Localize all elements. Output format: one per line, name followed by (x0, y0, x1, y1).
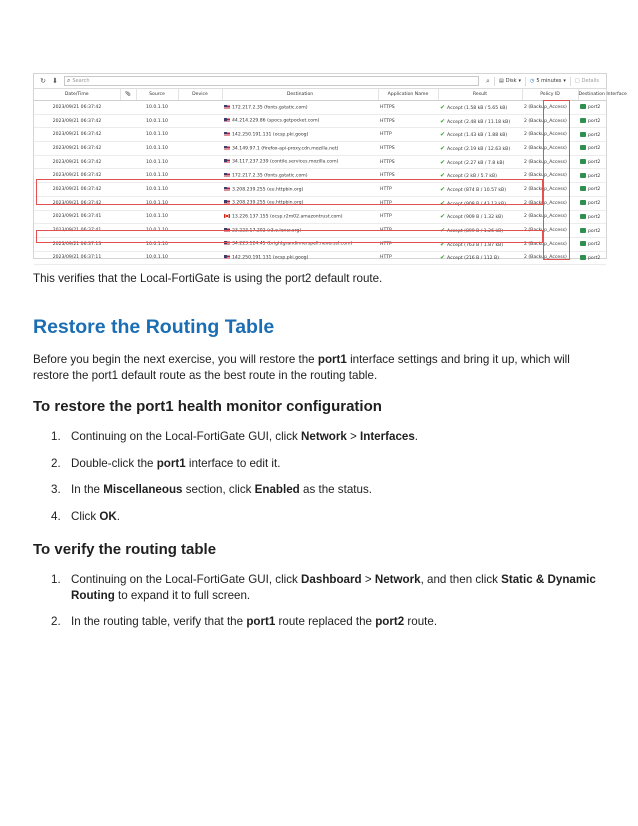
row-device (178, 142, 222, 156)
step-text: . (116, 509, 120, 523)
search-submit-icon[interactable]: ⌕ (486, 76, 490, 85)
row-destination (222, 155, 378, 169)
disk-dropdown[interactable] (495, 76, 525, 86)
chevron-down-icon: ▾ (563, 78, 566, 84)
port-icon (580, 132, 586, 137)
result-text: Accept (909 B / 1.32 kB) (447, 215, 504, 221)
row-device (178, 169, 222, 183)
step-text: to expand it to full screen. (114, 588, 251, 602)
row-source: 10.0.1.10 (136, 251, 178, 265)
table-row[interactable] (34, 155, 606, 169)
destination-text: 23.223.17.202 (r3.o.lencr.org) (232, 228, 302, 234)
us-flag-icon (224, 173, 230, 177)
destination-text: 44.214.229.86 (spocs.getpocket.com) (232, 118, 320, 124)
row-result (438, 196, 522, 210)
row-destination-interface (578, 128, 606, 142)
result-text: Accept (908 B / 43.13 kB) (447, 201, 507, 207)
row-destination (222, 251, 378, 265)
canada-flag-icon (224, 214, 230, 218)
row-result (438, 155, 522, 169)
row-device (178, 114, 222, 128)
row-destination-interface (578, 251, 606, 265)
row-attachment (120, 114, 136, 128)
step-ui-term: Static & Dynamic Routing (71, 573, 596, 602)
log-toolbar (34, 74, 606, 89)
step-item (33, 482, 605, 498)
interface-text: port2 (588, 119, 601, 125)
step-number: 1. (51, 430, 61, 443)
row-destination-interface (578, 142, 606, 156)
port-icon (580, 159, 586, 164)
row-policy: 2 (Backup_Access) (522, 210, 578, 224)
row-device (178, 251, 222, 265)
row-device (178, 237, 222, 251)
result-text: Accept (2.48 kB / 11.18 kB) (447, 119, 511, 125)
table-row[interactable] (34, 210, 606, 224)
step-text: > (361, 573, 375, 586)
step-text: . (414, 430, 419, 443)
row-policy: 2 (Backup_Access) (522, 101, 578, 115)
row-datetime: 2023/09/21 06:37:42 (34, 183, 120, 197)
details-label: Details (581, 78, 599, 84)
row-datetime: 2023/09/21 06:37:41 (34, 210, 120, 224)
paperclip-icon: 📎︎ (125, 92, 131, 97)
row-destination-interface (578, 224, 606, 238)
column-header-attachment[interactable] (120, 89, 136, 101)
result-text: Accept (2.27 kB / 7.8 kB) (447, 160, 505, 166)
port-icon (580, 214, 586, 219)
result-text: Accept (1.58 kB / 5.65 kB) (447, 105, 508, 111)
row-attachment (120, 101, 136, 115)
port-icon (580, 118, 586, 123)
destination-text: 34.117.237.239 (contile.services.mozilla.com) (232, 159, 339, 165)
interface-text: port2 (588, 214, 601, 220)
column-header-application[interactable]: Application Name (378, 89, 438, 101)
row-application: HTTPS (378, 101, 438, 115)
row-attachment (120, 210, 136, 224)
check-icon: ✔ (440, 172, 446, 180)
check-icon: ✔ (440, 144, 446, 152)
row-source: 10.0.1.10 (136, 101, 178, 115)
row-destination-interface (578, 114, 606, 128)
row-destination (222, 196, 378, 210)
row-destination-interface (578, 183, 606, 197)
row-device (178, 101, 222, 115)
result-text: Accept (216 B / 112 B) (447, 256, 499, 262)
table-header-row (34, 89, 606, 101)
row-result (438, 210, 522, 224)
check-icon: ✔ (440, 185, 446, 193)
row-application: HTTP (378, 128, 438, 142)
row-device (178, 210, 222, 224)
step-item (33, 509, 605, 525)
row-application: HTTP (378, 224, 438, 238)
us-flag-icon (224, 132, 230, 136)
check-icon: ✔ (440, 158, 446, 166)
result-text: Accept (2.19 kB / 12.63 kB) (447, 146, 511, 152)
row-datetime: 2023/09/21 06:37:11 (34, 251, 120, 265)
step-text: Continuing on the Local-FortiGate GUI, click (71, 573, 302, 586)
row-device (178, 155, 222, 169)
row-policy: 2 (Backup_Access) (522, 237, 578, 251)
check-icon: ✔ (440, 227, 446, 235)
result-text: Accept (2 kB / 5.7 kB) (447, 174, 497, 180)
row-policy: 2 (Backup_Access) (522, 114, 578, 128)
row-destination (222, 169, 378, 183)
row-source: 10.0.1.10 (136, 210, 178, 224)
column-header-datetime[interactable]: Date/Time (34, 89, 120, 101)
row-result (438, 224, 522, 238)
interface-text: port2 (588, 132, 601, 138)
row-source: 10.0.1.10 (136, 196, 178, 210)
row-datetime: 2023/09/21 06:37:42 (34, 169, 120, 183)
step-text: In the routing table, verify that the (71, 615, 247, 629)
verify-paragraph: This verifies that the Local-FortiGate is using the port2 default route. (33, 272, 383, 285)
row-application: HTTP (378, 210, 438, 224)
table-row[interactable] (34, 169, 606, 183)
steps-list-verify (33, 572, 605, 641)
result-text: Accept (874 B / 10.57 kB) (447, 187, 507, 193)
column-header-policy[interactable]: Policy ID (522, 89, 578, 101)
row-application: HTTPS (378, 142, 438, 156)
step-text: route. (404, 615, 438, 629)
row-destination (222, 128, 378, 142)
destination-text: 142.250.191.131 (ocsp.pki.goog) (232, 132, 309, 138)
us-flag-icon (224, 241, 230, 245)
row-destination (222, 224, 378, 238)
interface-text: port2 (588, 160, 601, 166)
row-attachment (120, 169, 136, 183)
step-text: as the status. (299, 483, 372, 497)
step-number: 4. (51, 509, 61, 523)
check-icon: ✔ (440, 117, 446, 125)
row-policy: 2 (Backup_Access) (522, 224, 578, 238)
check-icon: ✔ (440, 213, 446, 221)
result-text: Accept (1.43 kB / 1.88 kB) (447, 133, 508, 139)
row-destination-interface (578, 237, 606, 251)
step-ui-term: port2 (375, 615, 405, 629)
interface-text: port2 (588, 201, 601, 207)
intro-bold-port1: port1 (317, 353, 347, 366)
step-text: section, click (182, 483, 255, 497)
check-icon: ✔ (440, 240, 446, 248)
details-icon: □ (574, 78, 580, 84)
port-icon (580, 228, 586, 233)
us-flag-icon (224, 118, 230, 122)
row-policy: 2 (Backup_Access) (522, 196, 578, 210)
refresh-icon[interactable]: ↻ (40, 77, 46, 85)
row-application: HTTP (378, 237, 438, 251)
check-icon: ✔ (440, 103, 446, 111)
step-number: 2. (51, 615, 61, 629)
search-icon: ⌕ (67, 77, 71, 84)
interface-text: port2 (588, 187, 601, 193)
row-source: 10.0.1.10 (136, 128, 178, 142)
interface-text: port2 (588, 228, 601, 234)
forward-traffic-log-screenshot (33, 73, 627, 262)
row-destination-interface (578, 169, 606, 183)
destination-text: 172.217.2.35 (fonts.gstatic.com) (232, 105, 308, 111)
row-policy: 2 (Backup_Access) (522, 251, 578, 265)
time-range-dropdown[interactable] (526, 76, 570, 86)
row-result (438, 169, 522, 183)
table-row[interactable] (34, 251, 606, 265)
row-policy: 2 (Backup_Access) (522, 183, 578, 197)
row-result (438, 142, 522, 156)
row-source: 10.0.1.10 (136, 237, 178, 251)
port-icon (580, 200, 586, 205)
row-device (178, 196, 222, 210)
check-icon: ✔ (440, 131, 446, 139)
result-text: Accept (899 B / 1.26 kB) (447, 229, 504, 235)
step-text: Continuing on the Local-FortiGate GUI, click (71, 430, 302, 443)
column-header-result[interactable]: Result (438, 89, 522, 101)
column-header-destination-interface[interactable]: Destination Interface (578, 89, 606, 101)
row-attachment (120, 251, 136, 265)
step-ui-term: port1 (246, 615, 276, 629)
check-icon: ✔ (440, 199, 446, 207)
section-heading-restore: Restore the Routing Table (33, 316, 275, 338)
details-button[interactable] (571, 76, 603, 86)
interface-text: port2 (588, 242, 601, 248)
step-item (33, 572, 605, 603)
step-ui-term: Interfaces (360, 430, 415, 443)
row-source: 10.0.1.10 (136, 183, 178, 197)
row-destination (222, 210, 378, 224)
step-ui-term: Network (374, 573, 421, 586)
step-ui-term: Network (301, 430, 347, 443)
us-flag-icon (224, 146, 230, 150)
row-application: HTTPS (378, 169, 438, 183)
row-destination (222, 237, 378, 251)
row-datetime: 2023/09/21 06:37:42 (34, 142, 120, 156)
intro-text-end: interface settings and bring it up, which will restore the port1 default route as the best route in the routing table. (33, 353, 570, 382)
row-attachment (120, 155, 136, 169)
row-datetime: 2023/09/21 06:37:42 (34, 101, 120, 115)
destination-text: 13.226.137.155 (ocsp.r2m02.amazontrust.com) (232, 214, 343, 220)
row-application: HTTPS (378, 114, 438, 128)
step-text: interface to edit it. (185, 456, 281, 470)
row-attachment (120, 142, 136, 156)
row-destination-interface (578, 155, 606, 169)
step-number: 2. (51, 456, 61, 470)
row-datetime: 2023/09/21 06:37:42 (34, 155, 120, 169)
port-icon (580, 104, 586, 109)
row-attachment (120, 183, 136, 197)
step-number: 1. (51, 573, 61, 586)
step-item (33, 429, 605, 445)
subheading-verify-routing: To verify the routing table (33, 541, 217, 558)
table-row[interactable] (34, 101, 606, 115)
row-application: HTTPS (378, 155, 438, 169)
table-row[interactable] (34, 183, 606, 197)
row-application: HTTP (378, 183, 438, 197)
row-device (178, 183, 222, 197)
us-flag-icon (224, 105, 230, 109)
row-datetime: 2023/09/21 06:37:42 (34, 114, 120, 128)
row-result (438, 251, 522, 265)
step-text: , and then click (420, 573, 502, 586)
step-ui-term: Enabled (254, 483, 300, 497)
row-result (438, 128, 522, 142)
port-icon (580, 255, 586, 260)
us-flag-icon (224, 228, 230, 232)
port-icon (580, 173, 586, 178)
table-row[interactable] (34, 224, 606, 238)
row-datetime: 2023/09/21 06:37:13 (34, 237, 120, 251)
row-destination (222, 114, 378, 128)
us-flag-icon (224, 159, 230, 163)
destination-text: 34.223.124.45 (brightgrandinnerspell.neverssl.com) (232, 241, 353, 247)
row-policy: 2 (Backup_Access) (522, 128, 578, 142)
interface-text: port2 (588, 255, 601, 261)
row-destination-interface (578, 196, 606, 210)
row-destination (222, 142, 378, 156)
table-row[interactable] (34, 196, 606, 210)
table-row[interactable] (34, 114, 606, 128)
search-placeholder: Search (72, 78, 90, 84)
interface-text: port2 (588, 173, 601, 179)
row-destination-interface (578, 101, 606, 115)
step-number: 3. (51, 483, 61, 497)
steps-list-restore (33, 429, 605, 535)
intro-text: Before you begin the next exercise, you will restore the (33, 353, 318, 366)
table-row[interactable] (34, 237, 606, 251)
row-source: 10.0.1.10 (136, 142, 178, 156)
row-result (438, 101, 522, 115)
step-ui-term: port1 (156, 456, 186, 470)
row-destination (222, 101, 378, 115)
row-source: 10.0.1.10 (136, 114, 178, 128)
us-flag-icon (224, 255, 230, 259)
port-icon (580, 145, 586, 150)
destination-text: 3.208.239.255 (eu.httpbin.org) (232, 200, 304, 206)
column-header-source[interactable]: Source (136, 89, 178, 101)
disk-icon: ▤ (499, 78, 504, 84)
log-table (34, 89, 627, 265)
interface-text: port2 (588, 146, 601, 152)
destination-text: 142.250.191.131 (ocsp.pki.goog) (232, 255, 309, 261)
row-attachment (120, 196, 136, 210)
row-application: HTTP (378, 251, 438, 265)
download-icon[interactable]: ⬇ (52, 77, 58, 85)
step-text: route replaced the (275, 615, 376, 629)
row-datetime: 2023/09/21 06:37:41 (34, 224, 120, 238)
row-policy: 2 (Backup_Access) (522, 169, 578, 183)
time-range-label: 5 minutes (536, 78, 562, 84)
search-input[interactable] (64, 76, 479, 86)
disk-label: Disk (505, 78, 517, 84)
step-item (33, 456, 605, 472)
row-destination-interface (578, 210, 606, 224)
row-datetime: 2023/09/21 06:37:42 (34, 128, 120, 142)
step-text: Click (71, 509, 100, 523)
destination-text: 34.149.97.1 (firefox-api-proxy.cdn.mozilla.net) (232, 146, 339, 152)
intro-paragraph (33, 352, 605, 383)
row-result (438, 237, 522, 251)
interface-text: port2 (588, 105, 601, 111)
row-result (438, 114, 522, 128)
step-text: Double-click the (71, 456, 157, 470)
subheading-restore-port1: To restore the port1 health monitor configuration (33, 398, 382, 415)
check-icon: ✔ (440, 254, 446, 262)
step-ui-term: Miscellaneous (103, 483, 183, 497)
row-source: 10.0.1.10 (136, 155, 178, 169)
row-datetime: 2023/09/21 06:37:42 (34, 196, 120, 210)
port-icon (580, 186, 586, 191)
row-attachment (120, 237, 136, 251)
clock-icon: ◷ (530, 78, 535, 84)
destination-text: 3.208.239.255 (eu.httpbin.org) (232, 187, 304, 193)
step-ui-term: Dashboard (301, 573, 362, 586)
row-policy: 2 (Backup_Access) (522, 142, 578, 156)
column-header-destination[interactable]: Destination (222, 89, 378, 101)
result-text: Accept (763 B / 1.87 kB) (447, 242, 504, 248)
us-flag-icon (224, 200, 230, 204)
row-device (178, 128, 222, 142)
row-application: HTTP (378, 196, 438, 210)
step-item (33, 614, 605, 630)
row-source: 10.0.1.10 (136, 224, 178, 238)
chevron-down-icon: ▾ (518, 78, 522, 84)
row-result (438, 183, 522, 197)
port-icon (580, 241, 586, 246)
row-attachment (120, 128, 136, 142)
step-text: In the (71, 483, 104, 497)
step-text: > (346, 430, 361, 443)
table-row[interactable] (34, 142, 606, 156)
table-row[interactable] (34, 128, 606, 142)
row-destination (222, 183, 378, 197)
column-header-device[interactable]: Device (178, 89, 222, 101)
destination-text: 172.217.2.35 (fonts.gstatic.com) (232, 173, 308, 179)
row-attachment (120, 224, 136, 238)
row-policy: 2 (Backup_Access) (522, 155, 578, 169)
us-flag-icon (224, 187, 230, 191)
row-device (178, 224, 222, 238)
row-source: 10.0.1.10 (136, 169, 178, 183)
step-ui-term: OK (99, 509, 117, 523)
